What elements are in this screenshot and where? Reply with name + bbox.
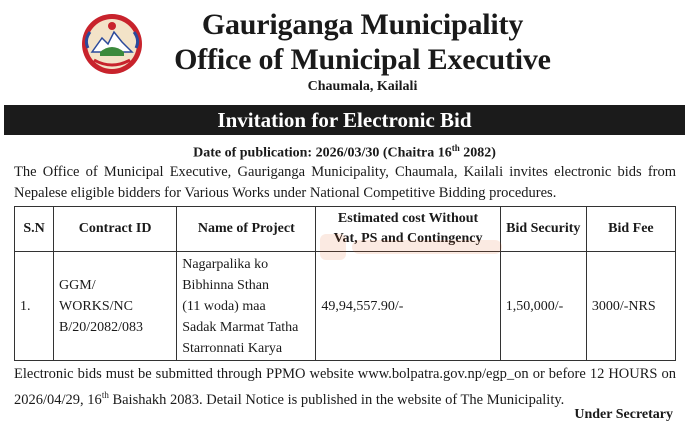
- header-contract-id: Contract ID: [54, 207, 177, 252]
- cell-project: Nagarpalika ko Bibhinna Sthan (11 woda) maa Sadak Marmat Tatha Starronnati Karya: [177, 252, 316, 361]
- submission-paragraph: Electronic bids must be submitted through PPMO website www.bolpatra.gov.np/egp_on or before 12 HOURS on 2026/04/29, 16th Baishakh 2083. Detail Notice is published in the website of The Municipality.: [14, 366, 676, 408]
- cell-bid-fee: 3000/-NRS: [586, 252, 675, 361]
- header-sn: S.N: [15, 207, 54, 252]
- signature: Under Secretary: [574, 407, 673, 422]
- municipality-title: Gauriganga Municipality: [201, 8, 524, 41]
- header-bid-security: Bid Security: [500, 207, 586, 252]
- cell-bid-security: 1,50,000/-: [500, 252, 586, 361]
- office-title: Office of Municipal Executive: [174, 43, 551, 76]
- notice-banner: Invitation for Electronic Bid: [4, 105, 685, 135]
- intro-paragraph: The Office of Municipal Executive, Gauriganga Municipality, Chaumala, Kailali invites electronic bids from Nepalese eligible bidders for Various Works under National Competitive Bidding procedures.: [14, 164, 676, 201]
- publication-date: Date of publication: 2026/03/30 (Chaitra 16th 2082): [193, 143, 496, 161]
- header-project: Name of Project: [177, 207, 316, 252]
- bid-table: [14, 206, 676, 361]
- table-row: [15, 252, 676, 361]
- header-estimated-cost: Estimated cost Without Vat, PS and Contingency: [316, 207, 500, 252]
- notice-header: [0, 0, 689, 105]
- cell-contract-id: GGM/ WORKS/NC B/20/2082/083: [54, 252, 177, 361]
- header-bid-fee: Bid Fee: [586, 207, 675, 252]
- cell-sn: 1.: [15, 252, 54, 361]
- location-subtitle: Chaumala, Kailali: [307, 79, 418, 94]
- cell-estimated-cost: 49,94,557.90/-: [316, 252, 500, 361]
- table-header-row: [15, 207, 676, 252]
